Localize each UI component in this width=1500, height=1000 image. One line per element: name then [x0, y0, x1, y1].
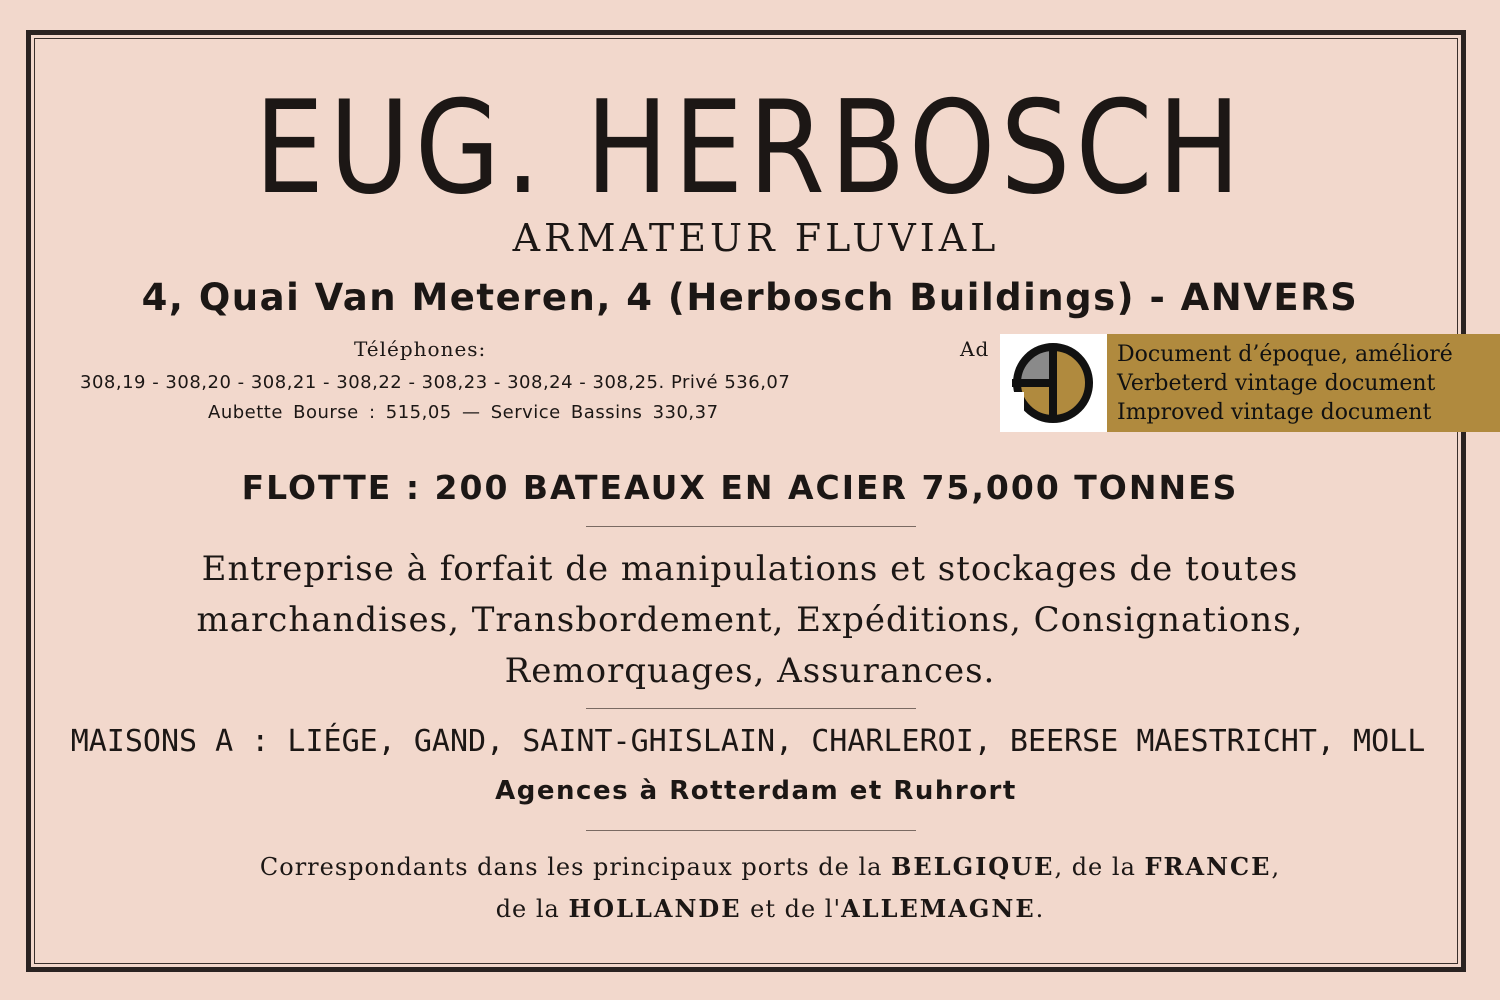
correspondents-text [60, 846, 1480, 930]
fleet-statement: FLOTTE : 200 BATEAUX EN ACIER 75,000 TONNES [241, 468, 1239, 507]
divider [586, 526, 916, 527]
houses-list: MAISONS A : LIÉGE, GAND, SAINT-GHISLAIN, CHARLEROI, BEERSE MAESTRICHT, MOLL [70, 724, 1426, 759]
text-fragment: . [1035, 895, 1045, 923]
stamp-line-fr: Document d’époque, amélioré [1117, 342, 1453, 367]
telephone-extra: Aubette Bourse : 515,05 — Service Bassins 330,37 [208, 402, 719, 423]
telephones-label: Téléphones: [354, 337, 487, 361]
text-fragment: , [1271, 853, 1281, 881]
correspondents-line-1 [60, 846, 1480, 888]
company-address: 4, Quai Van Meteren, 4 (Herbosch Buildings) - ANVERS [141, 276, 1359, 319]
country-france: FRANCE [1144, 852, 1272, 881]
country-hollande: HOLLANDE [568, 894, 742, 923]
stamp-text-panel [1107, 334, 1500, 432]
text-fragment: , de la [1054, 853, 1145, 881]
stamp-logo [1000, 334, 1107, 432]
stamp-line-nl: Verbeterd vintage document [1117, 371, 1436, 396]
services-text [80, 544, 1420, 697]
text-fragment: Correspondants dans les principaux ports de la [259, 853, 892, 881]
correspondents-line-2 [60, 888, 1480, 930]
stamp-line-en: Improved vintage document [1117, 400, 1432, 425]
divider [586, 830, 916, 831]
country-belgique: BELGIQUE [891, 852, 1055, 881]
enhancement-stamp [1000, 334, 1500, 432]
country-allemagne: ALLEMAGNE [841, 894, 1036, 923]
company-subtitle: ARMATEUR FLUVIAL [512, 216, 1000, 260]
telephone-numbers: 308,19 - 308,20 - 308,21 - 308,22 - 308,23 - 308,24 - 308,25. Privé 536,07 [80, 372, 791, 393]
divider [586, 708, 916, 709]
services-line: Remorquages, Assurances. [504, 651, 996, 691]
services-line: Entreprise à forfait de manipulations et stockages de toutes [201, 549, 1299, 589]
company-name: EUG. HERBOSCH [254, 74, 1246, 223]
text-fragment: et de l' [741, 895, 842, 923]
ad-monogram-icon [1000, 334, 1107, 432]
services-line: marchandises, Transbordement, Expéditions, Consignations, [196, 600, 1304, 640]
address-label: Ad [960, 337, 990, 361]
agencies-line: Agences à Rotterdam et Ruhrort [495, 776, 1017, 806]
text-fragment: de la [495, 895, 569, 923]
